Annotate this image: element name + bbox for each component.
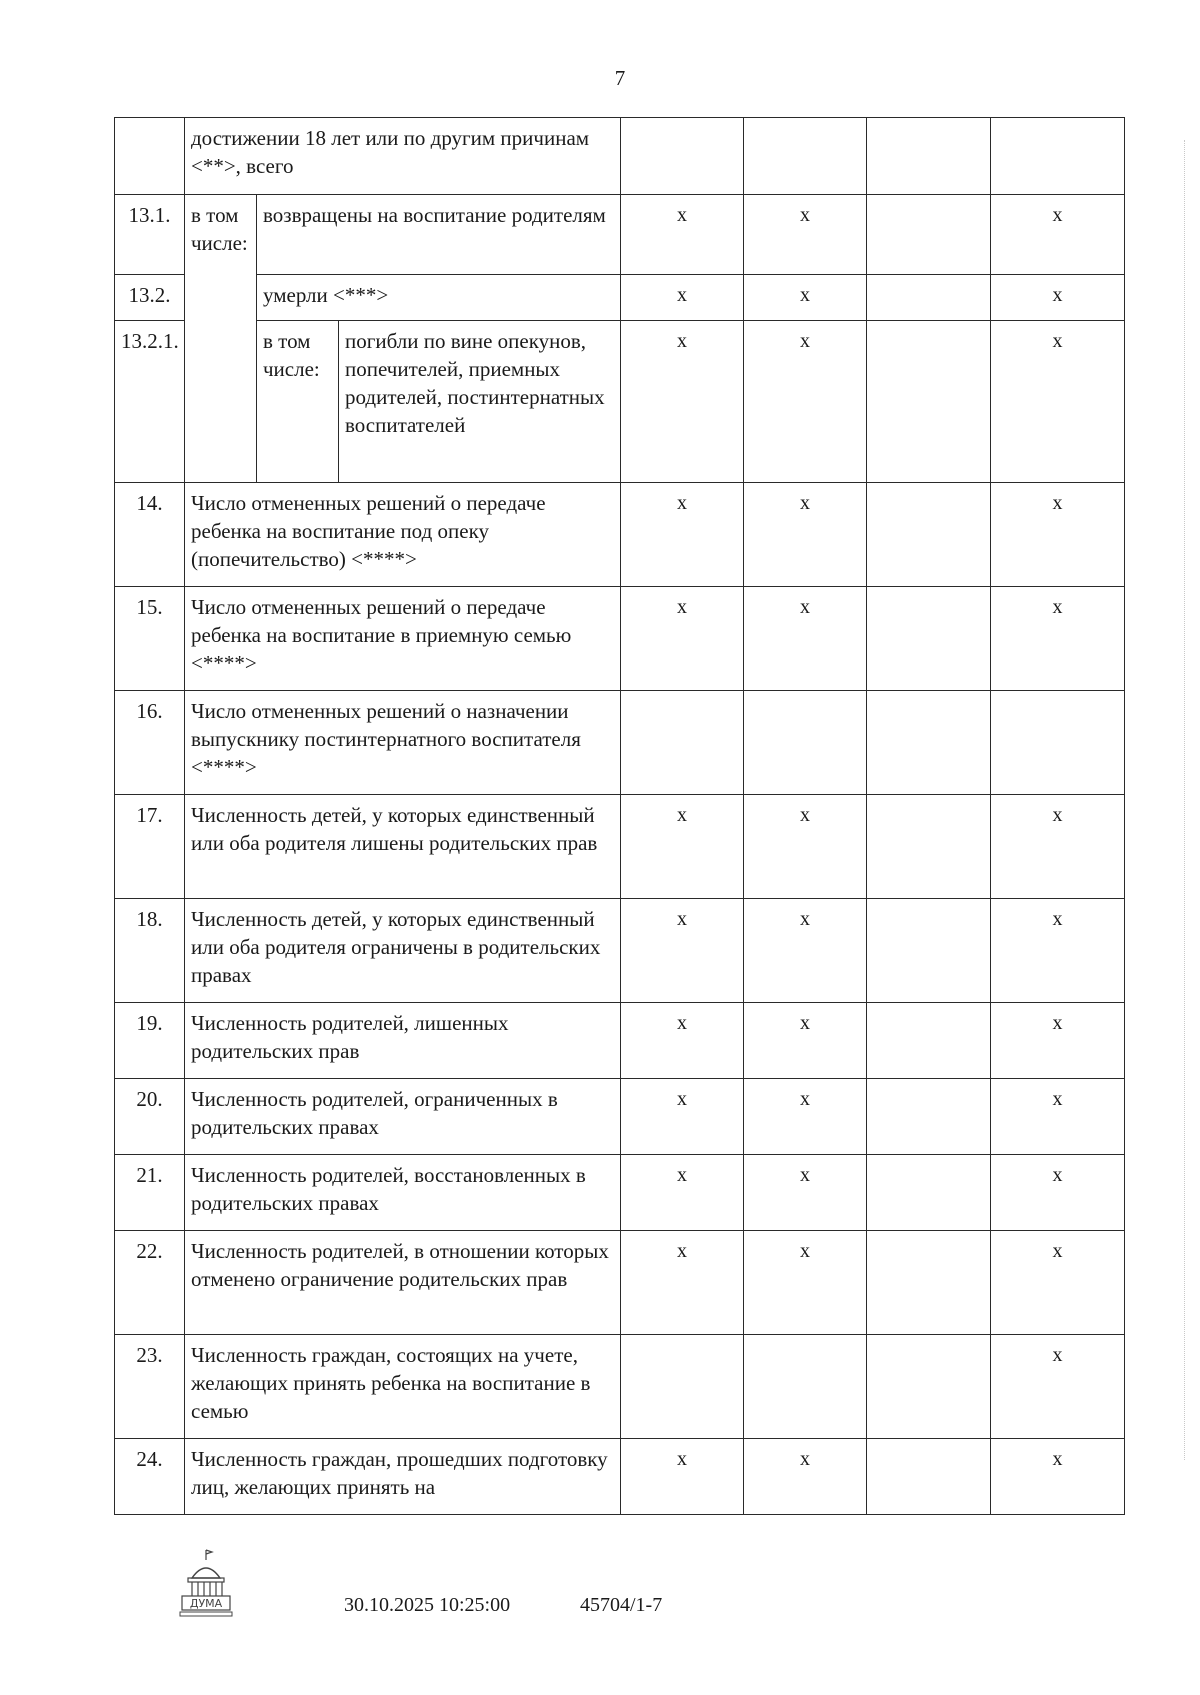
cell-col3 (867, 587, 991, 691)
row-number (115, 118, 185, 195)
cell-mark: x (991, 483, 1125, 587)
cell-mark: x (621, 321, 744, 483)
row-number: 19. (115, 1003, 185, 1079)
row-number: 13.2. (115, 275, 185, 321)
row-group-label: в том числе: (257, 321, 339, 483)
cell-mark: x (991, 899, 1125, 1003)
cell-mark: x (621, 1231, 744, 1335)
row-label: Численность родителей, ограниченных в родительских правах (185, 1079, 621, 1155)
cell-mark: x (621, 1079, 744, 1155)
row-number: 18. (115, 899, 185, 1003)
row-number: 23. (115, 1335, 185, 1439)
cell-mark: x (744, 275, 867, 321)
cell-col3 (867, 1079, 991, 1155)
cell-col3 (867, 321, 991, 483)
cell-col2 (744, 691, 867, 795)
table-row (115, 1155, 1125, 1231)
row-label: возвращены на воспитание родителям (257, 195, 621, 275)
row-number: 13.1. (115, 195, 185, 275)
row-label: Численность детей, у которых единственный или оба родителя лишены родительских прав (185, 795, 621, 899)
cell-col1 (621, 118, 744, 195)
cell-col3 (867, 691, 991, 795)
cell-mark: x (991, 587, 1125, 691)
cell-mark: x (991, 1335, 1125, 1439)
cell-mark: x (621, 899, 744, 1003)
cell-mark: x (991, 795, 1125, 899)
table-row (115, 587, 1125, 691)
cell-col4 (991, 691, 1125, 795)
cell-mark: x (744, 321, 867, 483)
footer-doc-id: 45704/1-7 (580, 1594, 663, 1616)
cell-mark: x (744, 483, 867, 587)
table-row (115, 1335, 1125, 1439)
cell-mark: x (991, 1231, 1125, 1335)
row-label: достижении 18 лет или по другим причинам <**>, всего (185, 118, 621, 195)
row-label: Число отмененных решений о передаче ребенка на воспитание в приемную семью <****> (185, 587, 621, 691)
row-label: Численность родителей, лишенных родительских прав (185, 1003, 621, 1079)
cell-col3 (867, 1335, 991, 1439)
row-number: 20. (115, 1079, 185, 1155)
cell-mark: x (744, 1003, 867, 1079)
cell-mark: x (621, 1439, 744, 1515)
cell-mark: x (991, 1155, 1125, 1231)
margin-line (1184, 140, 1185, 1460)
cell-mark: x (991, 1439, 1125, 1515)
cell-mark: x (744, 899, 867, 1003)
table-row (115, 795, 1125, 899)
cell-col3 (867, 899, 991, 1003)
table-row (115, 691, 1125, 795)
cell-mark: x (991, 1003, 1125, 1079)
cell-mark: x (621, 587, 744, 691)
row-number: 14. (115, 483, 185, 587)
cell-mark: x (744, 795, 867, 899)
cell-col2 (744, 1335, 867, 1439)
table-row (115, 1439, 1125, 1515)
cell-col4 (991, 118, 1125, 195)
cell-col3 (867, 1439, 991, 1515)
cell-col3 (867, 118, 991, 195)
table-row (115, 321, 1125, 483)
row-label: погибли по вине опекунов, попечителей, приемных родителей, постинтернатных воспитателей (339, 321, 621, 483)
cell-col3 (867, 795, 991, 899)
row-label: Число отмененных решений о передаче ребенка на воспитание под опеку (попечительство) <****> (185, 483, 621, 587)
cell-mark: x (621, 195, 744, 275)
cell-mark: x (744, 1439, 867, 1515)
cell-col2 (744, 118, 867, 195)
table-row (115, 483, 1125, 587)
cell-mark: x (744, 1231, 867, 1335)
page-number: 7 (614, 66, 626, 90)
row-number: 22. (115, 1231, 185, 1335)
row-label: Численность детей, у которых единственный или оба родителя ограничены в родительских правах (185, 899, 621, 1003)
row-number: 15. (115, 587, 185, 691)
row-label: Численность граждан, прошедших подготовку лиц, желающих принять на (185, 1439, 621, 1515)
statistics-table (114, 117, 1125, 1515)
cell-mark: x (621, 275, 744, 321)
footer-datetime: 30.10.2025 10:25:00 (344, 1594, 511, 1616)
cell-col3 (867, 275, 991, 321)
svg-text:ДУМА: ДУМА (189, 1597, 223, 1610)
cell-mark: x (744, 1079, 867, 1155)
row-label: Численность граждан, состоящих на учете, желающих принять ребенка на воспитание в семью (185, 1335, 621, 1439)
table-row (115, 1079, 1125, 1155)
row-number: 16. (115, 691, 185, 795)
table-row (115, 1003, 1125, 1079)
row-number: 13.2.1. (115, 321, 185, 483)
cell-col3 (867, 1231, 991, 1335)
cell-mark: x (621, 1003, 744, 1079)
table-row (115, 118, 1125, 195)
cell-mark: x (991, 1079, 1125, 1155)
cell-mark: x (621, 795, 744, 899)
cell-mark: x (744, 195, 867, 275)
cell-mark: x (621, 483, 744, 587)
table-row (115, 899, 1125, 1003)
row-label: Число отмененных решений о назначении выпускнику постинтернатного воспитателя <****> (185, 691, 621, 795)
table-row (115, 275, 1125, 321)
table-row (115, 195, 1125, 275)
row-number: 21. (115, 1155, 185, 1231)
cell-mark: x (991, 275, 1125, 321)
cell-col1 (621, 1335, 744, 1439)
table-row (115, 1231, 1125, 1335)
cell-col3 (867, 1003, 991, 1079)
row-label: Численность родителей, в отношении которых отменено ограничение родительских прав (185, 1231, 621, 1335)
row-number: 24. (115, 1439, 185, 1515)
row-number: 17. (115, 795, 185, 899)
cell-mark: x (744, 1155, 867, 1231)
cell-col3 (867, 1155, 991, 1231)
cell-mark: x (991, 321, 1125, 483)
row-group-label: в том числе: (185, 195, 257, 483)
cell-mark: x (991, 195, 1125, 275)
cell-mark: x (744, 587, 867, 691)
cell-mark: x (621, 1155, 744, 1231)
cell-col1 (621, 691, 744, 795)
duma-logo (176, 1548, 236, 1624)
cell-col3 (867, 195, 991, 275)
cell-col3 (867, 483, 991, 587)
row-label: Численность родителей, восстановленных в родительских правах (185, 1155, 621, 1231)
row-label: умерли <***> (257, 275, 621, 321)
